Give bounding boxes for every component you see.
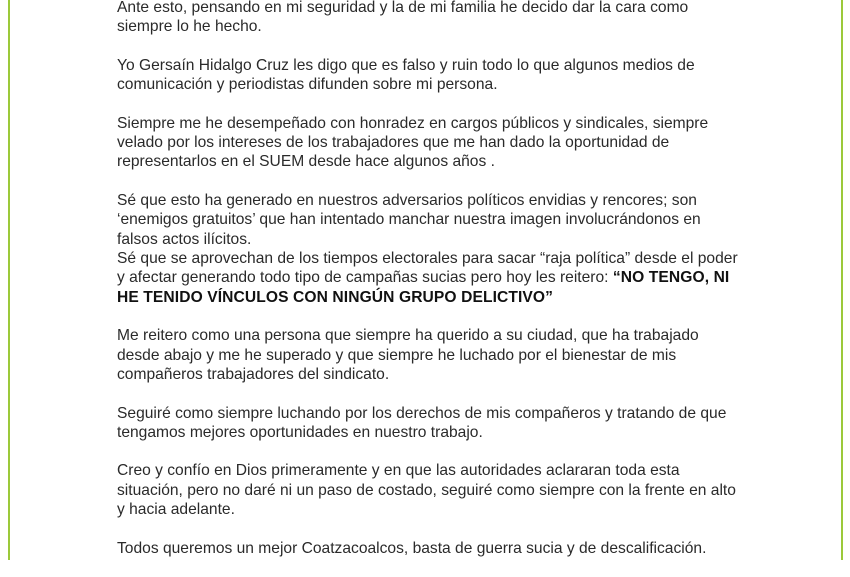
- paragraph-7: Seguiré como siempre luchando por los derechos de mis compañeros y tratando de que tengamos mejores oportunidades en nuestro trabajo.: [117, 404, 727, 441]
- left-margin-rule: [8, 0, 10, 560]
- paragraph-4: Sé que esto ha generado en nuestros adversarios políticos envidias y rencores; son ‘enemigos gratuitos’ que han intentado manchar nuestra imagen involucrándonos en falsos actos ilícitos.: [117, 191, 701, 248]
- paragraph-9: Todos queremos un mejor Coatzacoalcos, basta de guerra sucia y de descalificación.: [117, 539, 707, 557]
- paragraph-2: Yo Gersaín Hidalgo Cruz les digo que es falso y ruin todo lo que algunos medios de comunicación y periodistas difunden sobre mi persona.: [117, 56, 695, 94]
- paragraph-1: Ante esto, pensando en mi seguridad y la de mi familia he decido dar la cara como siempre lo he hecho.: [117, 0, 689, 36]
- paragraph-6: Me reitero como una persona que siempre ha querido a su ciudad, que ha trabajado desde abajo y me he superado y que siempre he luchado por el bienestar de mis compañeros trabajadores del sindicato.: [117, 327, 699, 384]
- paragraph-8: Creo y confío en Dios primeramente y en que las autoridades aclararan toda esta situación, pero no daré ni un paso de costado, seguiré como siempre con la frente en alto y hacia adelante.: [117, 462, 736, 519]
- letter-body: [117, 0, 745, 577]
- denial-statement: “NO TENGO, NI HE TENIDO VÍNCULOS CON NINGÚN GRUPO DELICTIVO”: [117, 269, 730, 306]
- paragraph-5: [117, 249, 745, 307]
- right-margin-rule: [841, 0, 843, 560]
- paragraph-3: Siempre me he desempeñado con honradez en cargos públicos y sindicales, siempre velado por los intereses de los trabajadores que me han dado la oportunidad de representarlos en el SUEM desde hace algunos años .: [117, 114, 709, 171]
- paragraph-5-text: Sé que se aprovechan de los tiempos electorales para sacar “raja política” desde el poder y afectar generando todo tipo de campañas sucias pero hoy les reitero:: [117, 250, 738, 287]
